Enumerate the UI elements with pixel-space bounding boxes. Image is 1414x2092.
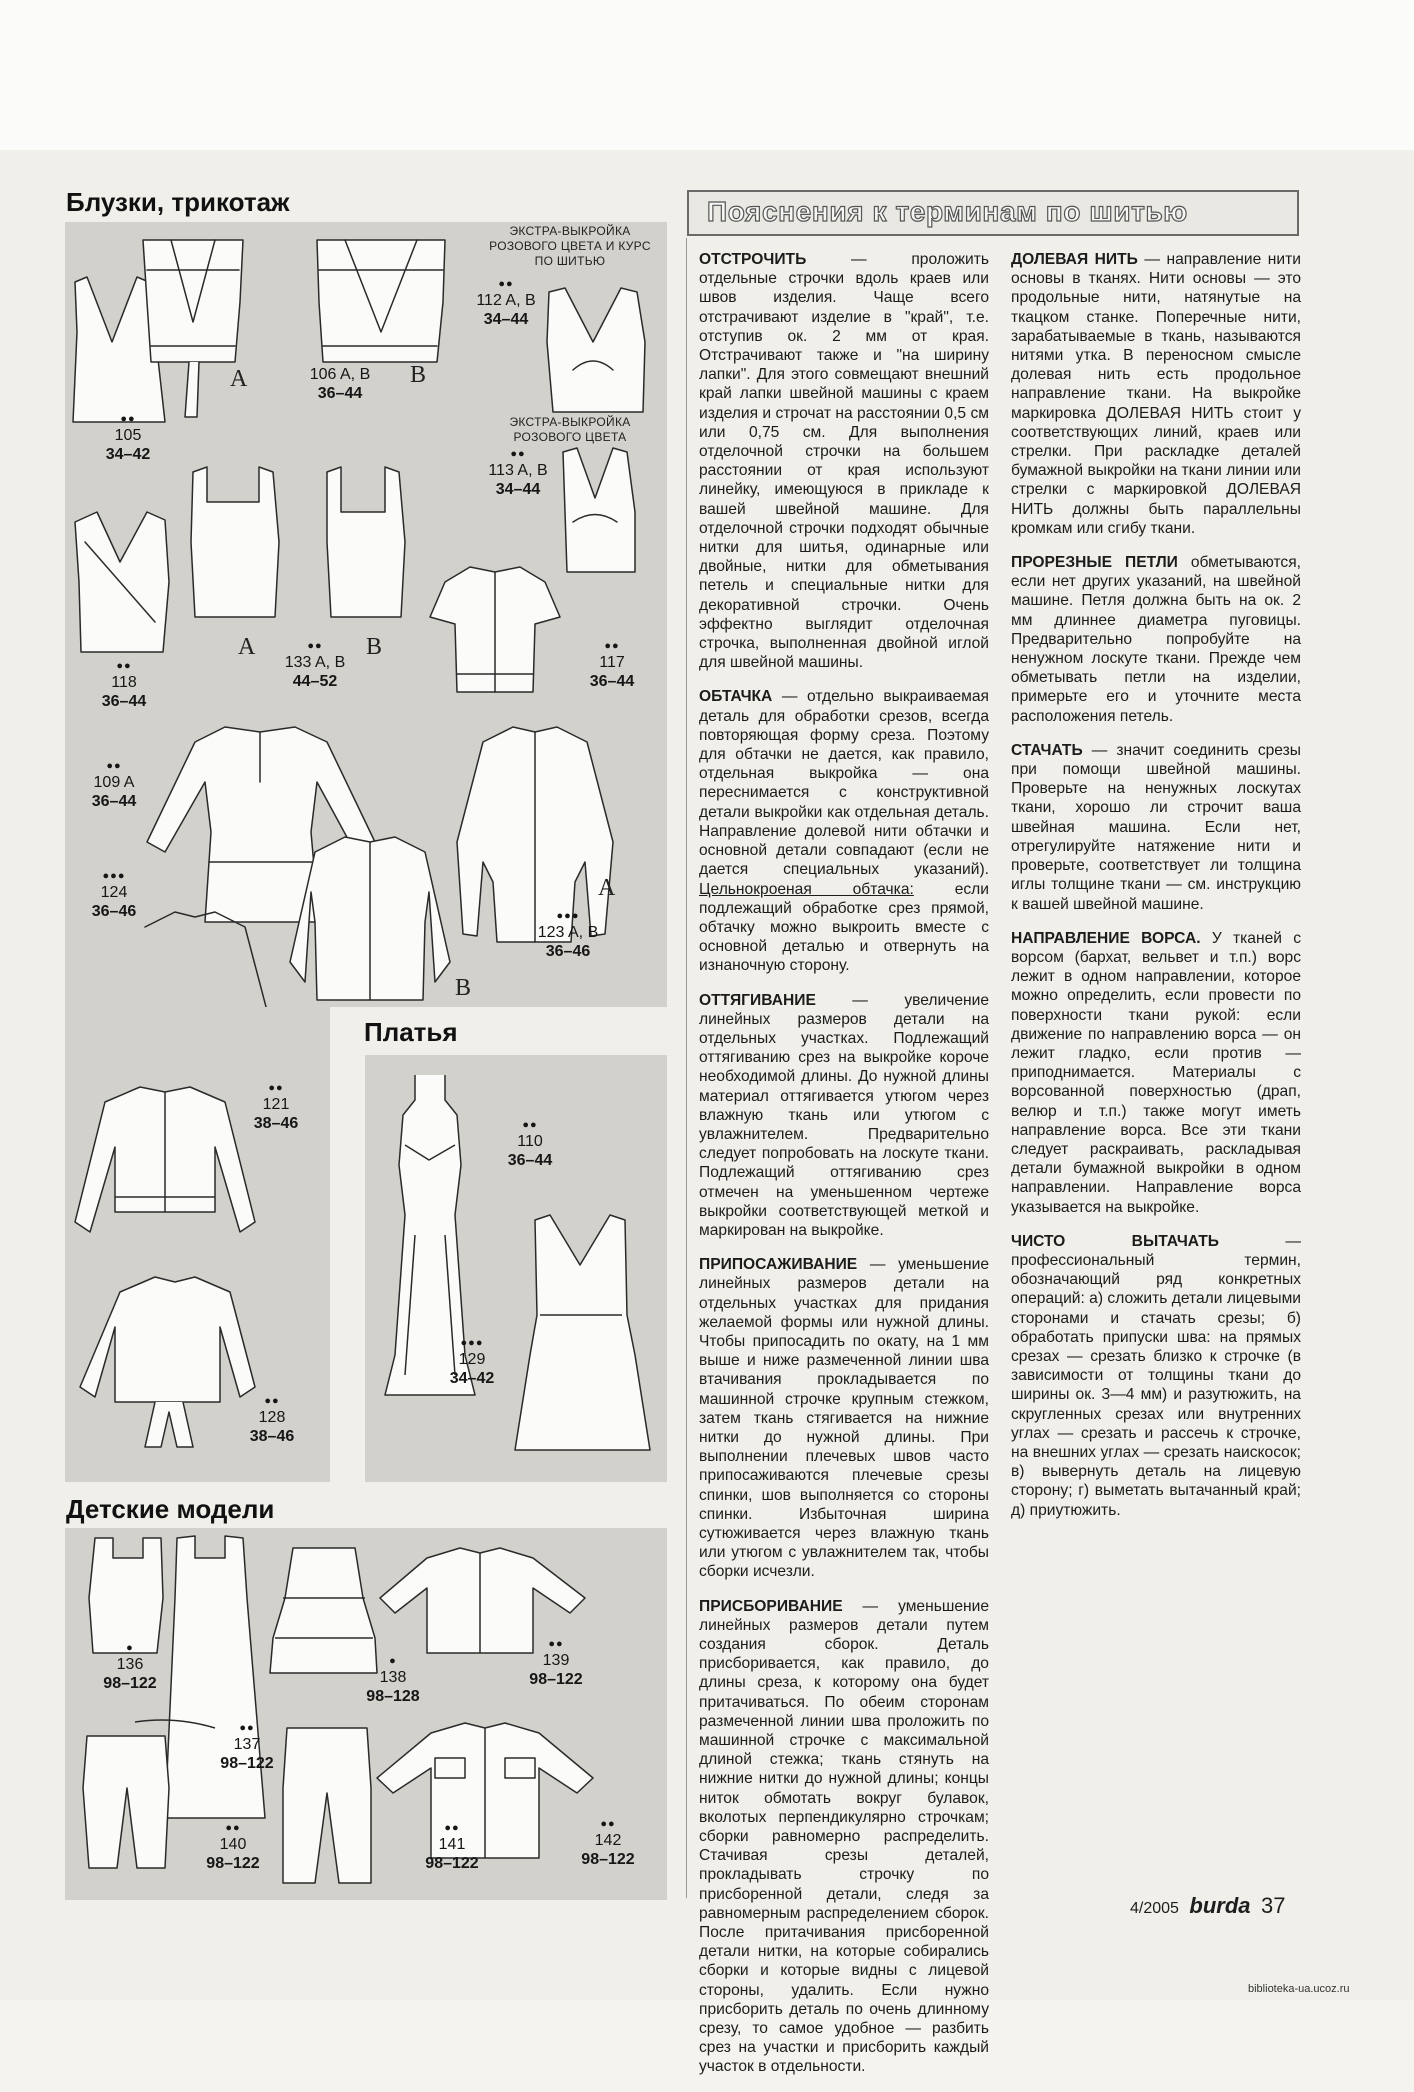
model-sizes: 98–122 xyxy=(529,1671,583,1688)
term: ПРИПОСАЖИВАНИЕ xyxy=(699,1256,858,1274)
difficulty-dots: ●● xyxy=(307,640,323,652)
model-number: 109 A xyxy=(93,774,135,791)
model-sizes: 98–122 xyxy=(220,1755,274,1772)
definition: обметываются, если нет других указаний, на швейной машине. Петля должна быть на ок. 2 мм длиннее диаметра пуговицы. Предварительно попробуйте на ненужном лоскуте ткани. Прежде чем обметывать петли на изделии, примерьте его и уточните места расположения петель. xyxy=(1011,554,1302,725)
model-140 xyxy=(183,1822,283,1873)
sketch-129 xyxy=(515,1215,650,1450)
glossary-column-1 xyxy=(699,250,989,2092)
model-number: 141 xyxy=(438,1836,466,1853)
extra-label-113 xyxy=(470,415,670,445)
glossary-entry-prisborivanie xyxy=(699,1597,989,2077)
model-129 xyxy=(422,1337,522,1388)
difficulty-dots: ●● xyxy=(120,413,136,425)
difficulty-dots: ● xyxy=(126,1642,134,1654)
model-number: 110 xyxy=(517,1133,543,1150)
sketch-137 xyxy=(165,1536,265,1818)
difficulty-dots: ●● xyxy=(600,1818,616,1830)
definition: — профессиональный термин, обозначающий ряд конкретных операций: а) сложить детали лицевыми сторонами и стачать срезы; б) обработать припуски шва: на прямых срезах — срезать близко к строчке (в зависимости от толщины ткани до ширины ок. 3—4 мм) и разутюжить, на скругленных срезах или внутренних углах — срезать и рассечь к строчке, на внешних углах — срезать наискосок; в) вывернуть деталь на лицевую сторону; г) выметать вытачанный край; д) приутюжить. xyxy=(1011,1232,1301,1519)
view-letter-123a: A xyxy=(598,875,616,901)
difficulty-dots: ●● xyxy=(444,1822,460,1834)
difficulty-dots: ● xyxy=(389,1655,397,1667)
brand-logo: burda xyxy=(1189,1893,1251,1918)
model-number: 139 xyxy=(542,1652,570,1669)
glossary-entry-dolevaya xyxy=(1011,250,1301,538)
section-title-blouses: Блузки, трикотаж xyxy=(66,187,290,217)
model-142 xyxy=(558,1818,658,1869)
difficulty-dots: ●●● xyxy=(556,910,580,922)
definition: — увеличение линейных размеров детали на отдельных участках. Подлежащий оттягиванию срез на выкройке короче необходимой длины. До нужной длины материал оттягивается утюгом через влажную ткань или утюгом с увлажнителем. Предварительно следует попробовать на лоскуте ткани. Подлежащий оттягиванию срез отмечен на уменьшенном чертеже выкройки соответствующей меткой и маркирован на выкройке. xyxy=(699,991,989,1239)
view-letter-106a: A xyxy=(230,366,248,392)
model-sizes: 44–52 xyxy=(292,673,338,690)
model-139 xyxy=(506,1638,606,1689)
model-118 xyxy=(74,660,174,711)
glossary-entry-vytachat xyxy=(1011,1232,1301,1520)
model-number: 128 xyxy=(258,1409,286,1426)
model-110 xyxy=(480,1119,580,1170)
model-number: 142 xyxy=(594,1832,622,1849)
model-121 xyxy=(226,1082,326,1133)
model-137 xyxy=(197,1722,297,1773)
definition: У тканей с ворсом (бархат, вельвет и т.п.) ворс лежит в одном направлении, которое можно определить, если провести по поверхности ткани рукой: если движение по направлению ворса — он лежит гладко, если против — приподнимается. Материалы с ворсованной поверхностью (драп, велюр и т.п.) также могут иметь направление ворса. Все эти ткани следует раскраивать, раскладывая детали бумажной выкройки в одном направлении. Направление ворса указывается на выкройке. xyxy=(1011,929,1301,1216)
difficulty-dots: ●● xyxy=(268,1082,284,1094)
model-number: 113 A, B xyxy=(488,462,548,479)
model-number: 124 xyxy=(100,884,128,901)
model-117 xyxy=(562,640,662,691)
model-sizes: 36–44 xyxy=(101,693,147,710)
sketch-128 xyxy=(80,1277,255,1402)
definition: — направление нити основы в тканях. Нити основы — это продольные нити, натянутые на ткацком станке. Поперечные нити, зарабатываемые в ткань, называются нитями утка. В переносном смысле долевая нить есть продольное направление ткани. На выкройке маркировка ДОЛЕВАЯ НИТЬ стоит у соответствующих линий, краев или стрелки. При раскладке деталей бумажной выкройки на ткани линии или стрелки с маркировкой ДОЛЕВАЯ НИТЬ должны быть параллельны кромкам или сгибу ткани. xyxy=(1011,251,1301,537)
definition: — уменьшение линейных размеров детали на отдельных участках для придания желаемой формы или нужной длины. Чтобы припосадить по окату, на 1 мм выше и ниже размеченной линии шва втачивания прокладывается по машинной строчке крупным стежком, затем ткань стягивается на нижние нитки до нужной длины. При выполнении плечевых швов часто припосаживаются плечевые срезы спинки, шов выполняется со стороны спинки. Избыточная ширина сутюживается через влажную ткань или утюгом с увлажнителем так, чтобы сборки исчезли. xyxy=(699,1256,989,1581)
model-number: 136 xyxy=(116,1656,144,1673)
extra-line: ПО ШИТЬЮ xyxy=(534,254,606,268)
definition: если подлежащий обработке срез прямой, обтачку можно выкроить вместе с основной деталью и отвернуть на изнаночную сторону. xyxy=(699,880,989,975)
definition: — проложить отдельные строчки вдоль краев или швов изделия. Чаще всего отстрачивают изделие в "край", т.е. отступив ок. 2 мм от края. Отстрачивают также и "на ширину лапки". Для этого совмещают внешний край лапки швейной машины с краем изделия и строчат на расстоянии 0,5 см или 0,75 см. Для выполнения отделочной строчки на большем расстоянии от края используют линейку, имеющуюся в прикладе к вашей швейной машине. Для отделочной строчки подходят обычные нитки для шитья, одинарные или двойные, нитки для обметывания петель и специальные нитки для декоративной строчки. Очень эффектно выглядит отделочная строчка, выполненная двойной иглой для швейной машины. xyxy=(699,251,989,672)
model-141 xyxy=(402,1822,502,1873)
glossary-entry-ottyagivanie xyxy=(699,991,989,1241)
term: ДОЛЕВАЯ НИТЬ xyxy=(1011,251,1138,268)
model-109 xyxy=(64,760,164,811)
term: ПРОРЕЗНЫЕ ПЕТЛИ xyxy=(1011,554,1178,572)
model-number: 129 xyxy=(458,1351,486,1368)
model-sizes: 36–44 xyxy=(317,385,363,402)
model-sizes: 34–44 xyxy=(495,481,541,498)
page-top-margin xyxy=(0,0,1414,150)
term: ПРИСБОРИВАНИЕ xyxy=(699,1597,843,1615)
model-number: 118 xyxy=(111,674,137,691)
section-title-kids: Детские модели xyxy=(66,1494,275,1524)
difficulty-dots: ●● xyxy=(116,660,132,672)
model-sizes: 36–44 xyxy=(91,793,137,810)
sketch-113 xyxy=(563,448,635,572)
term: ОТСТРОЧИТЬ xyxy=(699,251,807,268)
model-sizes: 36–46 xyxy=(91,903,137,920)
view-letter-106b: B xyxy=(410,362,427,388)
difficulty-dots: ●●● xyxy=(102,870,126,882)
glossary-entry-vors xyxy=(1011,929,1301,1217)
glossary-entry-priposazhivanie xyxy=(699,1255,989,1581)
difficulty-dots: ●● xyxy=(604,640,620,652)
model-sizes: 38–46 xyxy=(249,1428,295,1445)
glossary-title: Пояснения к терминам по шитью xyxy=(707,196,1188,227)
difficulty-dots: ●● xyxy=(522,1119,538,1131)
model-105 xyxy=(78,413,178,464)
model-sizes: 98–122 xyxy=(206,1855,260,1872)
model-number: 112 A, B xyxy=(476,292,536,309)
sketch-112 xyxy=(547,288,645,412)
model-number: 123 A, B xyxy=(537,924,599,941)
view-letter-123b: B xyxy=(455,975,472,1001)
model-136 xyxy=(80,1642,180,1693)
model-sizes: 34–42 xyxy=(449,1370,495,1387)
sketch-140 xyxy=(83,1736,169,1868)
glossary-entry-otstrochit xyxy=(699,250,989,672)
model-106 xyxy=(290,365,390,403)
glossary-entry-petli xyxy=(1011,553,1301,726)
model-sizes: 36–44 xyxy=(507,1152,553,1169)
difficulty-dots: ●● xyxy=(239,1722,255,1734)
model-sizes: 34–42 xyxy=(105,446,151,463)
glossary-column-2 xyxy=(1011,250,1301,1535)
glossary-entry-obtachka xyxy=(699,687,989,975)
extra-line: ЭКСТРА-ВЫКРОЙКА xyxy=(509,224,631,238)
extra-line: РОЗОВОГО ЦВЕТА xyxy=(513,430,627,444)
model-112 xyxy=(456,278,556,329)
model-number: 105 xyxy=(114,427,142,444)
sketch-136 xyxy=(89,1538,163,1653)
model-133 xyxy=(265,640,365,691)
model-sizes: 98–122 xyxy=(581,1851,635,1868)
model-sizes: 98–128 xyxy=(366,1688,420,1705)
definition: — отдельно выкраиваемая деталь для обработки срезов, всегда повторяющая форму среза. Поэтому для обтачки не дается, как правило, отдельная выкройка — она переснимается с конструктивной детали выкройки как отдельная деталь. Направление долевой нити обтачки и основной детали совпадают (если не дается специальных указаний). xyxy=(699,688,989,879)
term: ОБТАЧКА xyxy=(699,688,773,706)
glossary-entry-stachat xyxy=(1011,741,1301,914)
site-watermark: biblioteka-ua.ucoz.ru xyxy=(1248,1983,1350,1995)
extra-line: РОЗОВОГО ЦВЕТА И КУРС xyxy=(489,239,651,253)
view-letter-133a: A xyxy=(238,634,256,660)
model-number: 121 xyxy=(262,1096,290,1113)
sketch-106a xyxy=(143,240,243,362)
difficulty-dots: ●● xyxy=(548,1638,564,1650)
column-divider xyxy=(686,238,687,1898)
model-number: 138 xyxy=(379,1669,407,1686)
definition: — значит соединить срезы при помощи швейной машины. Проверьте на ненужных лоскутах ткани, хорошо ли строчит ваша швейная машина. Если нет, отрегулируйте натяжение нити и проверьте, соответствует ли толщина иглы толщине ткани — см. инструкцию к вашей швейной машине. xyxy=(1011,741,1301,913)
model-sizes: 98–122 xyxy=(425,1855,479,1872)
difficulty-dots: ●● xyxy=(498,278,514,290)
difficulty-dots: ●● xyxy=(510,448,526,460)
sketch-133a xyxy=(191,467,279,617)
model-sizes: 36–46 xyxy=(545,943,591,960)
model-sizes: 36–44 xyxy=(589,673,635,690)
sketch-124 xyxy=(145,912,270,1007)
term: ЧИСТО ВЫТАЧАТЬ xyxy=(1011,1232,1220,1250)
view-letter-133b: B xyxy=(366,634,383,660)
model-sizes: 38–46 xyxy=(253,1115,299,1132)
model-number: 137 xyxy=(233,1736,261,1753)
model-number: 133 A, B xyxy=(284,654,346,671)
model-number: 140 xyxy=(219,1836,247,1853)
model-123 xyxy=(518,910,618,961)
sketch-106b xyxy=(317,240,445,362)
sketch-133b xyxy=(327,467,405,617)
model-number: 117 xyxy=(599,654,625,671)
model-number: 106 A, B xyxy=(309,366,371,383)
model-sizes: 34–44 xyxy=(483,311,529,328)
model-113 xyxy=(468,448,568,499)
extra-line: ЭКСТРА-ВЫКРОЙКА xyxy=(509,415,631,429)
sketch-118 xyxy=(75,512,169,652)
difficulty-dots: ●● xyxy=(106,760,122,772)
difficulty-dots: ●● xyxy=(264,1395,280,1407)
model-128 xyxy=(222,1395,322,1446)
model-124 xyxy=(64,870,164,921)
model-138 xyxy=(343,1655,443,1706)
glossary-title-box xyxy=(687,190,1299,236)
model-sizes: 98–122 xyxy=(103,1675,157,1692)
section-title-dresses: Платья xyxy=(364,1017,458,1047)
page-number: 37 xyxy=(1260,1893,1286,1918)
extra-label-112 xyxy=(470,224,670,269)
difficulty-dots: ●●● xyxy=(460,1337,484,1349)
term: СТАЧАТЬ xyxy=(1011,741,1083,759)
difficulty-dots: ●● xyxy=(225,1822,241,1834)
page-footer xyxy=(1130,1893,1330,1919)
term: НАПРАВЛЕНИЕ ВОРСА. xyxy=(1011,929,1201,947)
definition-underlined: Цельнокроеная обтачка: xyxy=(699,880,914,898)
issue-number: 4/2005 xyxy=(1130,1900,1179,1917)
definition: — уменьшение линейных размеров детали путем создания сборок. Деталь присборивается, как правило, до длины среза, к которому она будет притачиваться. По обеим сторонам размеченной линии шва проложить по машинной строчке с максимальной длиной стежка; ткань стянуть на нижние нитки до нужной длины; концы ниток обмотать вокруг булавок, вколотых перпендикулярно строчкам; сборки равномерно распределить. Стачивая срезы деталей, прокладывать строчку по присборенной детали, следя за равномерным распределением сборок. После притачивания присборенной детали нитки, на которые собирались сборки и которые видны с лицевой стороны, удалить. Если нужно присборить деталь по очень длинному срезу, то самое удобное — разбить срез на участки и присборить каждый участок в отдельности. xyxy=(699,1597,989,2076)
term: ОТТЯГИВАНИЕ xyxy=(699,991,816,1009)
